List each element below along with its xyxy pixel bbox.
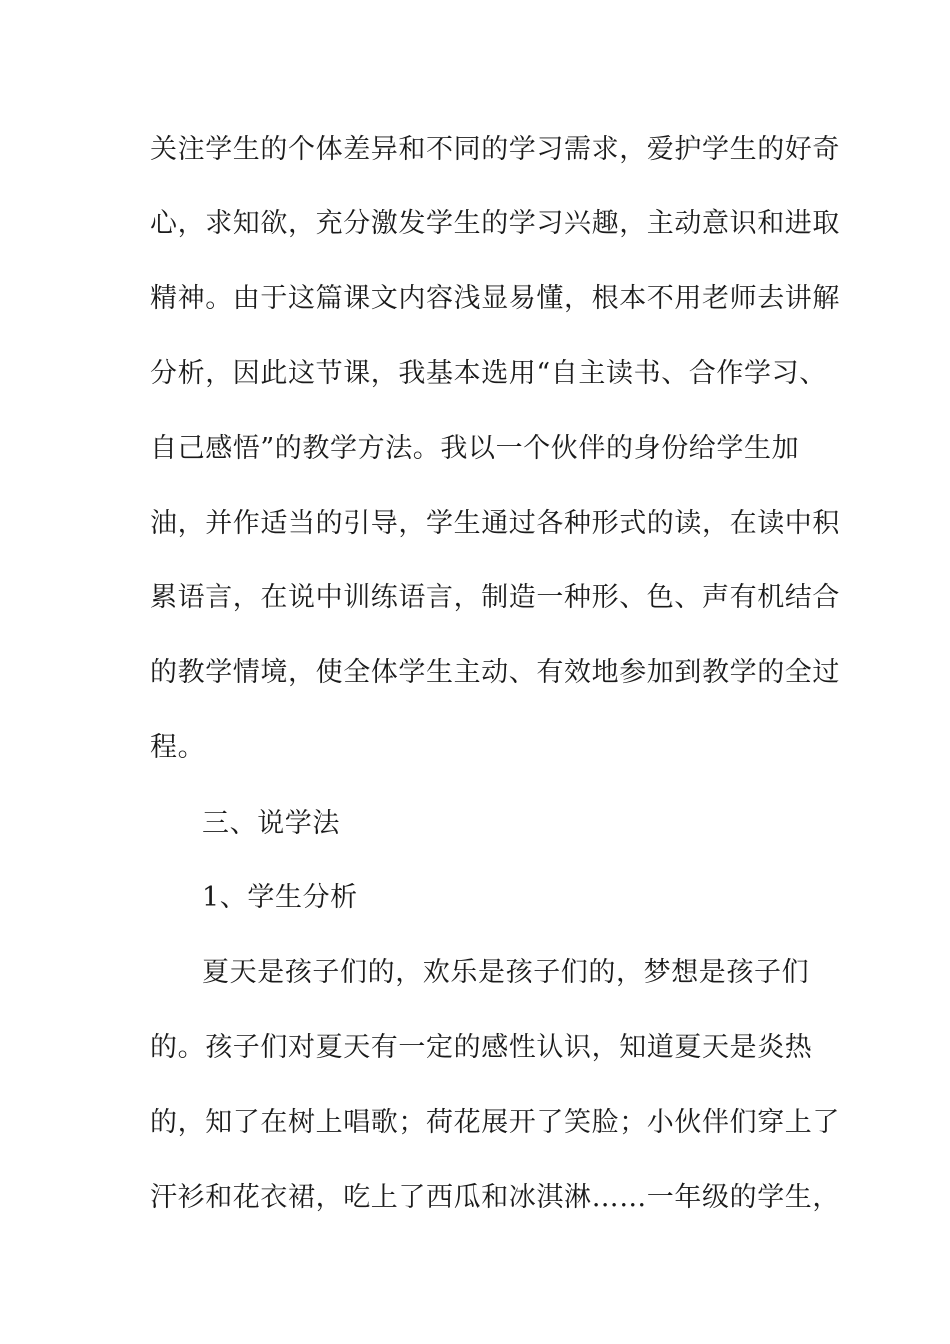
text-line: 汗衫和花衣裙，吃上了西瓜和冰淇淋……一年级的学生，: [150, 1182, 840, 1213]
text-line: 自己感悟”的教学方法。我以一个伙伴的身份给学生加: [150, 433, 800, 464]
text-line: 程。: [150, 732, 206, 763]
text-line: 精神。由于这篇课文内容浅显易懂，根本不用老师去讲解: [150, 283, 840, 314]
text-line: 的。孩子们对夏天有一定的感性认识，知道夏天是炎热: [150, 1032, 813, 1063]
text-line: 的教学情境，使全体学生主动、有效地参加到教学的全过: [150, 657, 840, 688]
text-line: 夏天是孩子们的，欢乐是孩子们的，梦想是孩子们: [202, 957, 810, 988]
text-line: 分析，因此这节课，我基本选用“自主读书、合作学习、: [150, 358, 827, 389]
text-line: 累语言，在说中训练语言，制造一种形、色、声有机结合: [150, 582, 840, 613]
subsection-heading: 1、学生分析: [202, 882, 358, 913]
text-line: 的，知了在树上唱歌；荷花展开了笑脸；小伙伴们穿上了: [150, 1107, 840, 1138]
text-line: 心，求知欲，充分激发学生的学习兴趣，主动意识和进取: [150, 208, 840, 239]
section-heading: 三、说学法: [202, 808, 340, 839]
text-line: 关注学生的个体差异和不同的学习需求，爱护学生的好奇: [150, 134, 840, 165]
text-line: 油，并作适当的引导，学生通过各种形式的读，在读中积: [150, 508, 840, 539]
